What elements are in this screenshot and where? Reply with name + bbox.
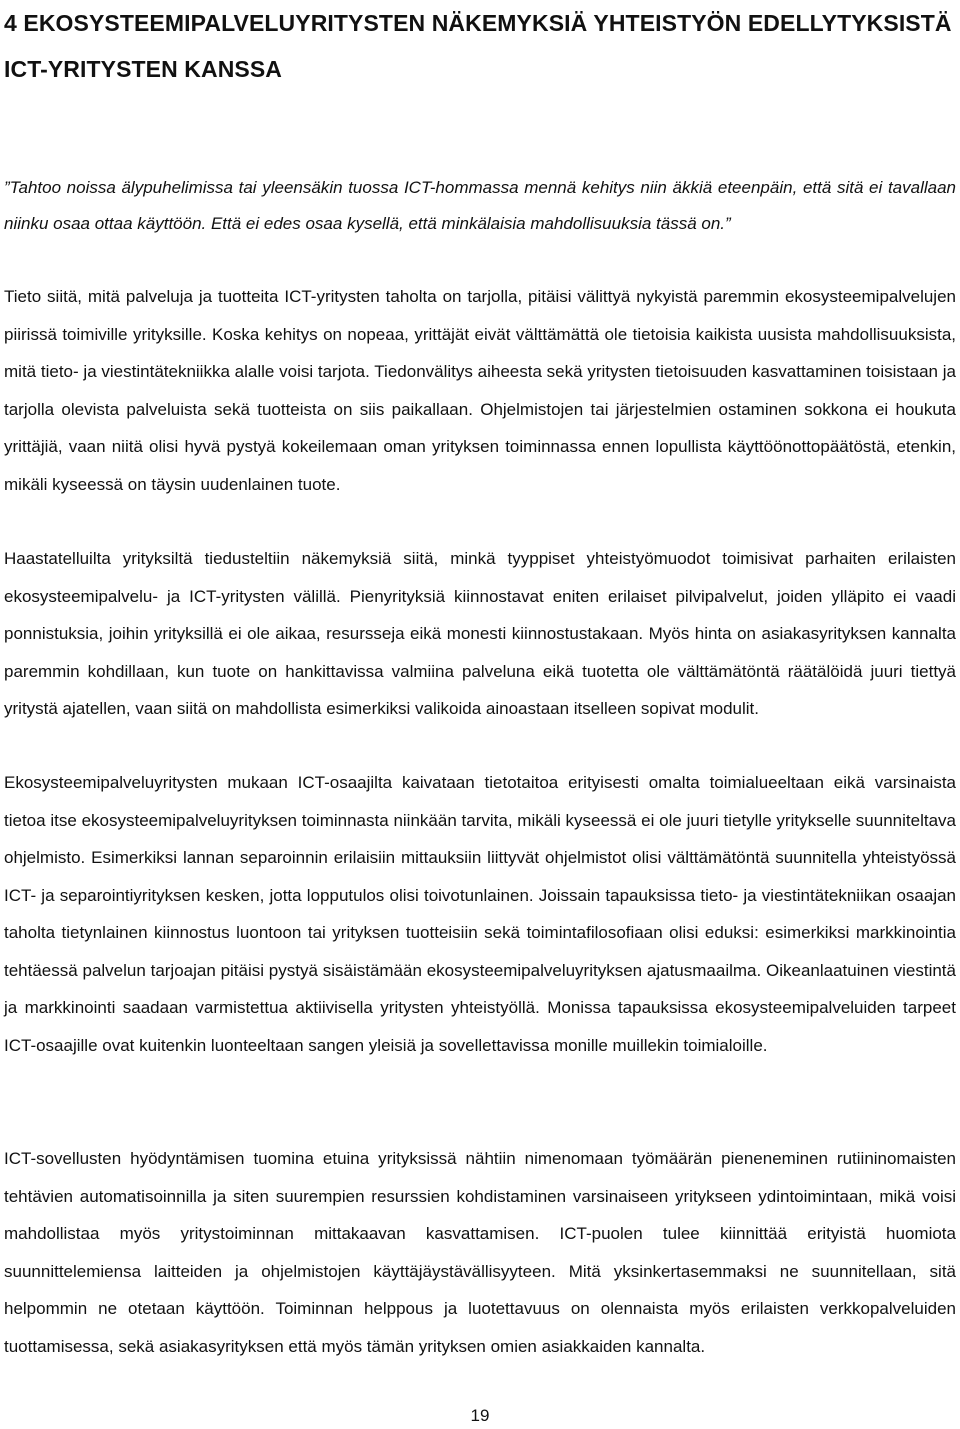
body-paragraph: Ekosysteemipalveluyritysten mukaan ICT-osaajilta kaivataan tietotaitoa erityisesti omalta toimialueeltaan eikä varsinaista tietoa itse ekosysteemipalveluyrityksen toiminnasta niinkään tarvita, mikäli kyseessä ei ole juuri tietylle yritykselle suunniteltava ohjelmisto. Esimerkiksi lannan separoinnin erilaisiin mittauksiin liittyvät ohjelmistot olisi välttämätöntä suunnitella yhteistyössä ICT- ja separointiyrityksen kesken, jotta lopputulos olisi toivotunlainen. Joissain tapauksissa tieto- ja viestintätekniikan osaajan taholta tietynlainen kiinnostus luontoon tai yrityksen tuotteisiin sekä toimintafilosofiaan olisi eduksi: esimerkiksi markkinointia tehtäessä palvelun tarjoajan pitäisi pystyä sisäistämään ekosysteemipalveluyrityksen ajatusmaailma. Oikeanlaatuinen viestintä ja markkinointi saadaan varmistettua aktiivisella yritysten yhteistyöllä. Monissa tapauksissa ekosysteemipalveluiden tarpeet ICT-osaajille ovat kuitenkin luonteeltaan sangen yleisiä ja sovellettavissa monille muillekin toimialoille. [4, 773, 956, 1055]
interview-quote: ”Tahtoo noissa älypuhelimissa tai yleensäkin tuossa ICT-hommassa mennä kehitys niin äkkiä eteenpäin, että sitä ei tavallaan niinku osaa ottaa käyttöön. Että ei edes osaa kysellä, että minkälaisia mahdollisuuksia tässä on.” [4, 178, 956, 233]
body-paragraph: Tieto siitä, mitä palveluja ja tuotteita ICT-yritysten taholta on tarjolla, pitäisi välittyä nykyistä paremmin ekosysteemipalvelujen piirissä toimiville yrityksille. Koska kehitys on nopeaa, yrittäjät eivät välttämättä ole tietoisia kaikista uusista mahdollisuuksista, mitä tieto- ja viestintätekniikka alalle voisi tarjota. Tiedonvälitys aiheesta sekä yritysten tietoisuuden kasvattaminen toisistaan ja tarjolla olevista palveluista sekä tuotteista on siis paikallaan. Ohjelmistojen tai järjestelmien ostaminen sokkona ei houkuta yrittäjiä, vaan niitä olisi hyvä pystyä kokeilemaan oman yrityksen toiminnassa ennen lopullista käyttöönottopäätöstä, etenkin, mikäli kyseessä on täysin uudenlainen tuote. [4, 287, 956, 494]
page-number: 19 [470, 1406, 490, 1425]
body-paragraph: Haastatelluilta yrityksiltä tiedusteltiin näkemyksiä siitä, minkä tyyppiset yhteistyömuodot toimisivat parhaiten erilaisten ekosysteemipalvelu- ja ICT-yritysten välillä. Pienyrityksiä kiinnostavat eniten erilaiset pilvipalvelut, joiden ylläpito ei vaadi ponnistuksia, joihin yrityksillä ei ole aikaa, resursseja eikä monesti kiinnostustakaan. Myös hinta on asiakasyrityksen kannalta paremmin kohdillaan, kun tuote on hankittavissa valmiina palveluna eikä tuotetta ole välttämätöntä räätälöidä juuri tiettyä yritystä ajatellen, vaan siitä on mahdollista esimerkiksi valikoida ainoastaan itselleen sopivat modulit. [4, 549, 956, 718]
chapter-heading: 4 EKOSYSTEEMIPALVELUYRITYSTEN NÄKEMYKSIÄ YHTEISTYÖN EDELLYTYKSISTÄ ICT-YRITYSTEN KANSSA [4, 10, 952, 82]
body-paragraph: ICT-sovellusten hyödyntämisen tuomina etuina yrityksissä nähtiin nimenomaan työmäärän pieneneminen rutiininomaisten tehtävien automatisoinnilla ja siten suurempien resurssien kohdistaminen varsinaiseen yritykseen ydintoimintaan, mikä voisi mahdollistaa myös yritystoiminnan mittakaavan kasvattamisen. ICT-puolen tulee kiinnittää erityistä huomiota suunnittelemiensa laitteiden ja ohjelmistojen käyttäjäystävällisyyteen. Mitä yksinkertasemmaksi ne suunnitellaan, sitä helpommin ne otetaan käyttöön. Toiminnan helppous ja luotettavuus on olennaista myös erilaisten verkkopalveluiden tuottamisessa, sekä asiakasyrityksen että myös tämän yrityksen omien asiakkaiden kannalta. [4, 1149, 956, 1356]
